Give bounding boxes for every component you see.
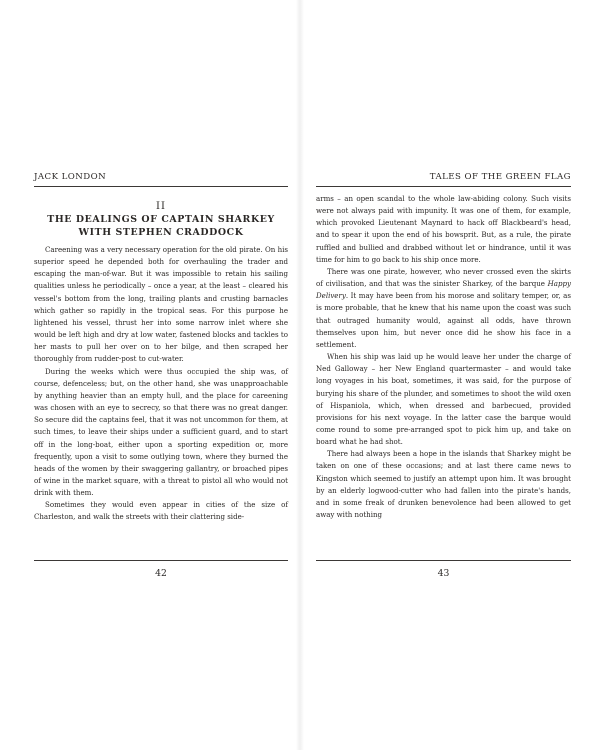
- page-number-left: 42: [155, 568, 167, 579]
- chapter-title: [34, 214, 288, 239]
- paragraph: There had always been a hope in the islands that Sharkey might be taken on one of these occasions; and at last there came news to Kingston which seemed to justify an attempt upon him. It was brought by an elderly logwood-cutter who had fallen into the pirate's hands, and in some freak of drunken benevolence had been allowed to get away with nothing: [316, 449, 571, 520]
- right-page-body: [316, 193, 571, 521]
- right-page: [316, 0, 571, 750]
- chapter-title-line-1: THE DEALINGS OF CAPTAIN SHARKEY: [47, 214, 275, 225]
- page-number-right: 43: [437, 568, 450, 579]
- paragraph: During the weeks which were thus occupied the ship was, of course, defenceless; but, on the other hand, she was unapproachable by anything heavier than an empty hull, and the place for careening was chosen with an eye to secrecy, so that there was no great danger. So secure did the captains feel, that it was not uncommon for them, at such times, to leave their ships under a sufficient guard, and to start off in the long-boat, either upon a sporting expedition or, more frequently, upon a visit to some outlying town, where they burned the heads of the women by their swaggering gallantry, or broached pipes of wine in the market square, with a threat to pistol all who would not drink with them.: [34, 366, 288, 498]
- chapter-number: II: [156, 201, 166, 212]
- header-rule-left: [34, 186, 288, 187]
- ship-name: Happy Delivery: [316, 279, 571, 301]
- paragraph-text: . It may have been from his morose and solitary temper, or, as is more probable, that he knew that his name upon the coast was such that outraged humanity would, against all odds, have thrown themselves upon him, but never once did he show his face in a settlement.: [316, 291, 571, 349]
- book-gutter: [296, 0, 304, 750]
- left-page-body: [34, 244, 288, 524]
- header-rule-right: [316, 186, 571, 187]
- paragraph: [316, 266, 571, 351]
- running-head-right: TALES OF THE GREEN FLAG: [429, 172, 571, 182]
- footer-rule-right: [316, 560, 571, 561]
- left-page: [34, 0, 288, 750]
- chapter-title-line-2: WITH STEPHEN CRADDOCK: [78, 226, 244, 238]
- paragraph: Sometimes they would even appear in cities of the size of Charleston, and walk the streets with their clattering side-: [34, 500, 288, 522]
- footer-rule-left: [34, 560, 288, 561]
- paragraph: arms – an open scandal to the whole law-abiding colony. Such visits were not always paid with impunity. It was one of them, for example, which provoked Lieutenant Maynard to hack off Blackbeard's head, and to spear it upon the end of his bowsprit. But, as a rule, the pirate ruffled and bullied and drabbed without let or hindrance, until it was time for him to go back to his ship once more.: [316, 194, 571, 264]
- paragraph: Careening was a very necessary operation for the old pirate. On his superior speed he depended both for overhauling the trader and escaping the man-of-war. But it was impossible to retain his sailing qualities unless he periodically – once a year, at the least – cleared his vessel's bottom from the long, trailing plants and crusting barnacles which gather so rapidly in the tropical seas. For this purpose he lightened his vessel, thrust her into some narrow inlet where she would be left high and dry at low water, fastened blocks and tackles to her masts to pull her over on to her bilge, and then scraped her thoroughly from rudder-post to cut-water.: [34, 245, 288, 364]
- paragraph-text: There was one pirate, however, who never crossed even the skirts of civilisation, and that was the sinister Sharkey, of the barque: [316, 266, 571, 289]
- paragraph: When his ship was laid up he would leave her under the charge of Ned Galloway – her New England quartermaster – and would take long voyages in his boat, sometimes, it was said, for the purpose of burying his share of the plunder, and sometimes to shoot the wild oxen of Hispaniola, which, when dressed and barbecued, provided provisions for his next voyage. In the latter case the barque would come round to some pre-arranged spot to pick him up, and take on board what he had shot.: [316, 352, 571, 447]
- running-head-left: JACK LONDON: [34, 172, 107, 182]
